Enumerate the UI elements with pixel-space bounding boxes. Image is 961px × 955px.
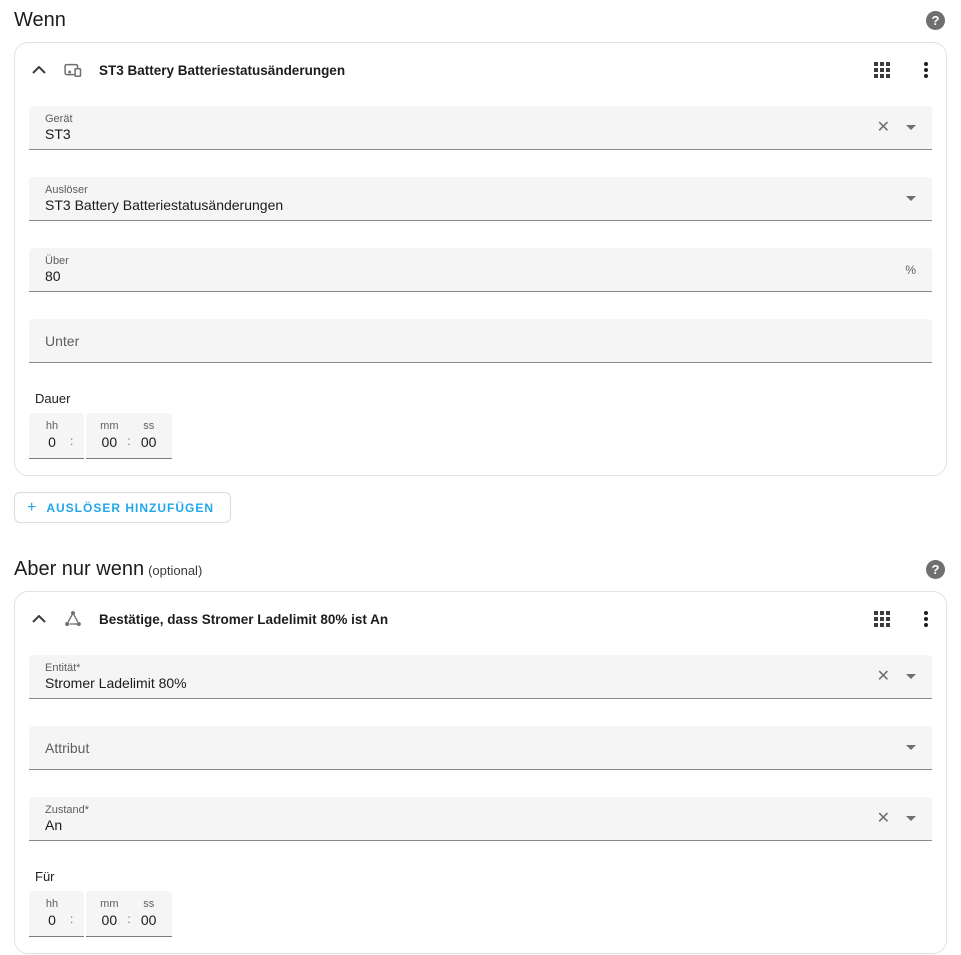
trigger-card-body xyxy=(15,84,946,475)
minutes-label: mm xyxy=(100,420,119,432)
condition-card-header xyxy=(15,592,946,633)
duration-group xyxy=(29,391,932,459)
state-field[interactable] xyxy=(29,797,932,841)
seconds-label: ss xyxy=(143,898,155,910)
dropdown-caret-icon[interactable] xyxy=(906,674,916,679)
attribute-field-label: Attribut xyxy=(45,739,90,756)
minutes-input[interactable] xyxy=(94,420,124,450)
condition-card xyxy=(14,591,947,954)
devices-icon xyxy=(61,58,85,82)
device-field-label: Gerät xyxy=(45,113,73,125)
collapse-chevron-icon[interactable] xyxy=(27,58,51,82)
hours-label: hh xyxy=(45,420,59,432)
minutes-value: 00 xyxy=(101,912,118,928)
when-section-header xyxy=(0,0,961,42)
hours-input[interactable] xyxy=(37,898,67,928)
percent-suffix: % xyxy=(905,262,916,277)
duration-min-sec-box xyxy=(86,413,171,459)
seconds-value: 00 xyxy=(140,434,157,450)
condition-heading-text: Aber nur wenn xyxy=(14,557,145,580)
when-heading: Wenn xyxy=(14,8,66,31)
below-field[interactable] xyxy=(29,319,932,363)
entity-field-value: Stromer Ladelimit 80% xyxy=(45,675,187,691)
device-field-value: ST3 xyxy=(45,126,71,142)
overflow-menu-icon[interactable] xyxy=(924,611,928,627)
condition-section-header xyxy=(0,549,961,591)
seconds-value: 00 xyxy=(140,912,157,928)
attribute-field[interactable] xyxy=(29,726,932,770)
for-duration-group xyxy=(29,869,932,937)
trigger-field-label: Auslöser xyxy=(45,184,88,196)
hours-label: hh xyxy=(45,898,59,910)
duration-hours-box xyxy=(29,413,84,459)
add-trigger-button[interactable] xyxy=(14,492,231,523)
add-trigger-label: AUSLÖSER HINZUFÜGEN xyxy=(46,500,215,515)
duration-input xyxy=(29,413,932,459)
hours-value: 0 xyxy=(48,434,56,450)
colon-separator: : xyxy=(127,912,131,926)
help-icon[interactable]: ? xyxy=(926,11,945,30)
clear-icon[interactable]: ✕ xyxy=(876,667,890,685)
trigger-card-title: ST3 Battery Batteriestatusänderungen xyxy=(99,62,346,78)
minutes-value: 00 xyxy=(101,434,118,450)
above-field-value: 80 xyxy=(45,268,61,284)
condition-card-body xyxy=(15,633,946,953)
condition-card-title: Bestätige, dass Stromer Ladelimit 80% ist An xyxy=(99,611,389,627)
minutes-label: mm xyxy=(100,898,119,910)
trigger-field[interactable] xyxy=(29,177,932,221)
overflow-menu-icon[interactable] xyxy=(924,62,928,78)
help-icon[interactable]: ? xyxy=(926,560,945,579)
duration-label: Dauer xyxy=(35,391,71,406)
entity-field[interactable] xyxy=(29,655,932,699)
above-field-label: Über xyxy=(45,255,69,267)
below-field-label: Unter xyxy=(45,332,80,349)
colon-separator: : xyxy=(70,434,74,448)
entity-field-label: Entität* xyxy=(45,662,81,674)
collapse-chevron-icon[interactable] xyxy=(27,607,51,631)
for-duration-input xyxy=(29,891,932,937)
seconds-label: ss xyxy=(143,420,155,432)
colon-separator: : xyxy=(70,912,74,926)
state-field-value: An xyxy=(45,817,63,833)
clear-icon[interactable]: ✕ xyxy=(876,809,890,827)
seconds-input[interactable] xyxy=(134,420,164,450)
duration-hours-box xyxy=(29,891,84,937)
trigger-field-value: ST3 Battery Batteriestatusänderungen xyxy=(45,197,284,213)
state-machine-icon xyxy=(61,607,85,631)
trigger-card-header xyxy=(15,43,946,84)
dropdown-caret-icon[interactable] xyxy=(906,125,916,130)
drag-handle-icon[interactable] xyxy=(874,62,890,78)
minutes-input[interactable] xyxy=(94,898,124,928)
drag-handle-icon[interactable] xyxy=(874,611,890,627)
trigger-card xyxy=(14,42,947,476)
clear-icon[interactable]: ✕ xyxy=(876,118,890,136)
condition-heading xyxy=(14,558,202,581)
for-duration-label: Für xyxy=(35,869,55,884)
device-field[interactable] xyxy=(29,106,932,150)
dropdown-caret-icon[interactable] xyxy=(906,745,916,750)
duration-min-sec-box xyxy=(86,891,171,937)
seconds-input[interactable] xyxy=(134,898,164,928)
dropdown-caret-icon[interactable] xyxy=(906,816,916,821)
hours-input[interactable] xyxy=(37,420,67,450)
condition-optional-text: (optional) xyxy=(148,562,203,578)
above-field[interactable] xyxy=(29,248,932,292)
state-field-label: Zustand* xyxy=(45,804,90,816)
plus-icon: + xyxy=(27,498,37,516)
colon-separator: : xyxy=(127,434,131,448)
hours-value: 0 xyxy=(48,912,56,928)
dropdown-caret-icon[interactable] xyxy=(906,196,916,201)
